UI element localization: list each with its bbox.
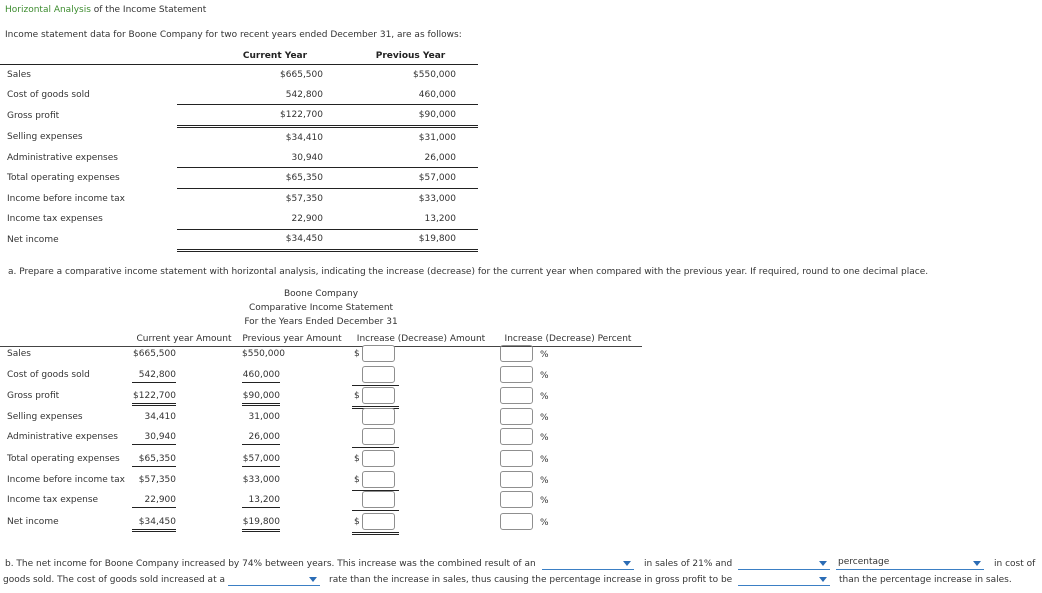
statement-period: For the Years Ended December 31 <box>244 317 398 327</box>
table-row <box>0 209 478 229</box>
chevron-down-icon <box>819 561 827 566</box>
col-increase-percent: Increase (Decrease) Percent <box>494 332 642 347</box>
row-label: Cost of goods sold <box>7 89 90 100</box>
row-label: Selling expenses <box>7 412 83 422</box>
row-previous-amount: $19,800 <box>242 517 280 532</box>
row-current-amount: 22,900 <box>132 495 176 508</box>
dropdown-net-change-sales[interactable] <box>542 557 634 570</box>
row-label: Sales <box>7 69 31 80</box>
dollar-sign: $ <box>354 475 360 485</box>
increase-percent-input[interactable] <box>500 408 533 425</box>
increase-amount-input[interactable] <box>362 450 395 467</box>
row-label: Administrative expenses <box>7 432 118 442</box>
increase-amount-input[interactable] <box>362 387 395 404</box>
percent-sign: % <box>540 433 549 443</box>
row-label: Cost of goods sold <box>7 370 90 380</box>
percent-sign: % <box>540 476 549 486</box>
row-current-amount: $122,700 <box>132 391 176 406</box>
chevron-down-icon <box>973 561 981 566</box>
row-current: $34,410 <box>285 132 323 143</box>
amount-underline <box>352 532 399 535</box>
row-label: Gross profit <box>7 110 60 121</box>
row-label: Total operating expenses <box>7 454 120 464</box>
percent-sign: % <box>540 496 549 506</box>
row-previous-amount: $33,000 <box>242 475 280 485</box>
row-previous-amount: $57,000 <box>242 454 280 467</box>
increase-amount-input[interactable] <box>362 345 395 362</box>
row-label: Income before income tax <box>7 193 125 204</box>
row-previous-amount: $550,000 <box>242 349 285 359</box>
income-data-table <box>0 48 478 252</box>
table-row <box>0 85 478 105</box>
row-previous: 26,000 <box>323 148 478 168</box>
dropdown-gross-profit-comparison[interactable] <box>738 573 830 586</box>
row-current-amount: $34,450 <box>132 517 176 532</box>
row-label: Income tax expenses <box>7 213 103 224</box>
row-previous-amount: 26,000 <box>242 432 280 445</box>
row-current: 542,800 <box>177 85 323 105</box>
row-label: Administrative expenses <box>7 152 118 163</box>
increase-amount-input[interactable] <box>362 491 395 508</box>
row-current: 30,940 <box>177 148 323 168</box>
percent-sign: % <box>540 455 549 465</box>
table-row <box>0 105 478 127</box>
increase-percent-input[interactable] <box>500 387 533 404</box>
percent-sign: % <box>540 413 549 423</box>
chevron-down-icon <box>623 561 631 566</box>
increase-percent-input[interactable] <box>500 345 533 362</box>
row-previous: $550,000 <box>413 69 456 80</box>
row-current-amount: $57,350 <box>138 475 176 485</box>
col-previous-year-amount: Previous year Amount <box>236 332 348 347</box>
page-title-topic: Horizontal Analysis <box>5 5 91 15</box>
table-row <box>0 148 478 168</box>
increase-percent-input[interactable] <box>500 471 533 488</box>
row-previous: $33,000 <box>418 193 456 204</box>
dropdown-rate-comparison[interactable] <box>228 573 320 586</box>
row-current-amount: 34,410 <box>144 412 176 422</box>
row-previous-amount: 460,000 <box>242 370 280 383</box>
table-row <box>0 127 478 148</box>
row-previous-amount: 13,200 <box>242 495 280 508</box>
row-label: Income tax expense <box>7 495 99 505</box>
increase-amount-input[interactable] <box>362 513 395 530</box>
comparative-income-table <box>0 332 642 347</box>
col-increase-amount: Increase (Decrease) Amount <box>348 332 494 347</box>
page-title <box>5 5 206 15</box>
row-label: Gross profit <box>7 391 60 401</box>
part-b-text-2: in sales of 21% and <box>644 559 733 569</box>
row-current: 22,900 <box>177 209 323 229</box>
increase-amount-input[interactable] <box>362 408 395 425</box>
dollar-sign: $ <box>354 391 360 401</box>
percent-sign: % <box>540 518 549 528</box>
row-label: Total operating expenses <box>7 173 120 184</box>
company-name: Boone Company <box>283 289 359 299</box>
part-b-text-6: than the percentage increase in sales. <box>839 575 1012 585</box>
percent-sign: % <box>540 392 549 402</box>
row-label: Sales <box>7 349 31 359</box>
chevron-down-icon <box>819 577 827 582</box>
col-current-year-amount: Current year Amount <box>132 332 236 347</box>
amount-underline <box>352 447 399 448</box>
row-label: Net income <box>7 234 59 245</box>
row-current-amount: 542,800 <box>132 370 176 383</box>
percent-sign: % <box>540 371 549 381</box>
increase-percent-input[interactable] <box>500 450 533 467</box>
row-previous: 13,200 <box>323 209 478 229</box>
row-label: Net income <box>7 517 59 527</box>
row-previous: $57,000 <box>323 168 478 189</box>
table-row <box>0 189 478 209</box>
part-b-text-3: in cost of <box>994 559 1036 569</box>
dropdown-cost-change[interactable] <box>738 557 830 570</box>
row-current: $122,700 <box>177 105 323 127</box>
percent-sign: % <box>540 350 549 360</box>
row-current: $665,500 <box>280 69 323 80</box>
row-current-amount: $65,350 <box>132 454 176 467</box>
increase-amount-input[interactable] <box>362 428 395 445</box>
increase-amount-input[interactable] <box>362 366 395 383</box>
table-row <box>0 65 478 85</box>
table-header-row <box>0 48 478 65</box>
increase-amount-input[interactable] <box>362 471 395 488</box>
dollar-sign: $ <box>354 349 360 359</box>
part-b-text-4: goods sold. The cost of goods sold increased at a <box>3 575 225 585</box>
row-previous: 460,000 <box>323 85 478 105</box>
row-current: $34,450 <box>177 229 323 251</box>
row-current-amount: 30,940 <box>132 432 176 445</box>
increase-percent-input[interactable] <box>500 491 533 508</box>
increase-percent-input[interactable] <box>500 428 533 445</box>
row-previous-amount: $90,000 <box>242 391 280 406</box>
row-current: $65,350 <box>177 168 323 189</box>
row-label: Income before income tax <box>7 475 125 485</box>
row-previous: $31,000 <box>418 132 456 143</box>
table-row <box>0 229 478 251</box>
col-previous-year: Previous Year <box>323 48 478 65</box>
row-label: Selling expenses <box>7 132 83 143</box>
dropdown-percentage[interactable] <box>836 557 984 570</box>
dollar-sign: $ <box>354 454 360 464</box>
amount-underline <box>352 385 399 386</box>
statement-title: Comparative Income Statement <box>248 303 394 313</box>
dropdown-value: percentage <box>838 557 890 567</box>
increase-percent-input[interactable] <box>500 366 533 383</box>
amount-underline <box>352 510 399 511</box>
row-current-amount: $665,500 <box>133 349 176 359</box>
dollar-sign: $ <box>354 517 360 527</box>
table-row <box>0 168 478 189</box>
row-previous: $90,000 <box>323 105 478 127</box>
row-previous-amount: 31,000 <box>248 412 280 422</box>
row-current: $57,350 <box>285 193 323 204</box>
col-current-year: Current Year <box>177 48 323 65</box>
intro-text: Income statement data for Boone Company for two recent years ended December 31, are as follows: <box>5 30 462 40</box>
part-b-text-1: b. The net income for Boone Company increased by 74% between years. This increase was the combined result of an <box>5 559 536 569</box>
row-previous: $19,800 <box>323 229 478 251</box>
part-a-prompt: a. Prepare a comparative income statement with horizontal analysis, indicating the increase (decrease) for the current year when compared with the previous year. If required, round to one decimal place. <box>8 267 929 277</box>
increase-percent-input[interactable] <box>500 513 533 530</box>
page-title-rest: of the Income Statement <box>90 5 207 15</box>
part-b-text-5: rate than the increase in sales, thus causing the percentage increase in gross profit to be <box>329 575 733 585</box>
table-header-row <box>0 332 642 347</box>
chevron-down-icon <box>309 577 317 582</box>
